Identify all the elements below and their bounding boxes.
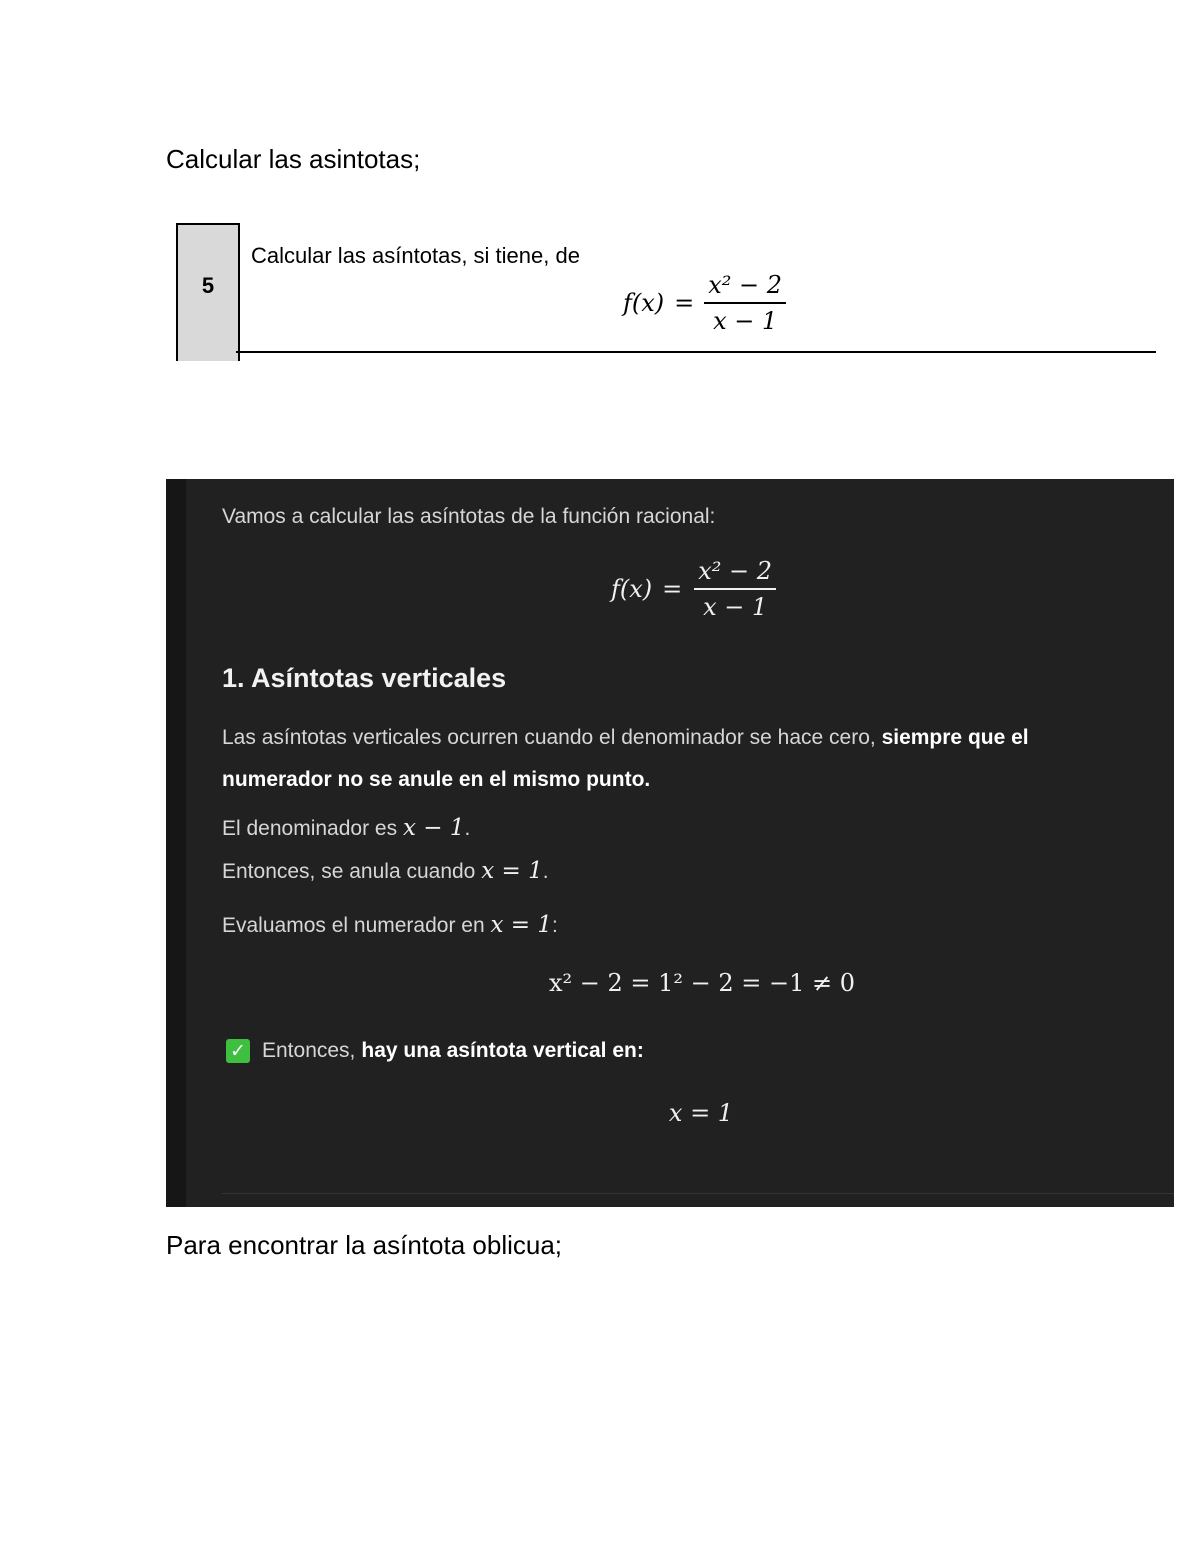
- heading-asintota-oblicua: Para encontrar la asíntota oblicua;: [166, 1230, 563, 1260]
- exercise-number-cell-stub: [176, 351, 240, 361]
- denominator-line: [222, 815, 470, 841]
- heading-calcular-asintotas: Calcular las asintotas;: [166, 144, 421, 174]
- table-bottom-rule: [236, 351, 1156, 353]
- zero-suffix: .: [542, 860, 549, 883]
- panel-left-stripe: [166, 479, 186, 1207]
- formula-lhs: f(x): [623, 289, 665, 317]
- evaluate-math: x = 1: [490, 912, 552, 938]
- zero-prefix: Entonces, se anula cuando: [222, 860, 482, 883]
- evaluate-prefix: Evaluamos el numerador en: [222, 914, 491, 937]
- exercise-prompt: Calcular las asíntotas, si tiene, de: [251, 243, 580, 268]
- zero-line: [222, 858, 549, 884]
- paragraph-plain-text: Las asíntotas verticales ocurren cuando el denominador se hace cero,: [222, 726, 882, 749]
- panel-intro: Vamos a calcular las asíntotas de la función racional:: [222, 505, 716, 528]
- exercise-table: [176, 223, 1156, 361]
- exercise-number-cell: [176, 223, 240, 353]
- conclusion-prefix: Entonces,: [262, 1039, 356, 1062]
- section-paragraph: [222, 717, 1122, 801]
- evaluate-suffix: :: [551, 914, 558, 937]
- vertical-asymptote-equation: x = 1: [668, 1099, 734, 1127]
- panel-formula-numerator: x² − 2: [694, 557, 776, 590]
- panel-formula-fraction: [694, 557, 776, 621]
- panel-formula-denominator: x − 1: [703, 593, 768, 621]
- panel-formula-lhs: f(x): [611, 575, 653, 603]
- exercise-number: 5: [201, 273, 215, 298]
- evaluation-equation: x² − 2 = 1² − 2 = −1 ≠ 0: [548, 969, 856, 997]
- paragraph-bold-text: siempre que el numerador no se anule en el mismo punto.: [222, 726, 1029, 791]
- zero-math: x = 1: [481, 858, 543, 884]
- panel-formula: [611, 557, 776, 621]
- denominator-math: x − 1: [402, 815, 465, 841]
- formula-equals: =: [674, 289, 695, 317]
- conclusion-bold: hay una asíntota vertical en:: [361, 1039, 644, 1062]
- answer-panel: [166, 479, 1174, 1207]
- check-mark-icon: ✓: [226, 1039, 250, 1063]
- conclusion-line: [226, 1039, 644, 1063]
- formula-denominator: x − 1: [713, 307, 778, 335]
- exercise-formula: [623, 271, 786, 335]
- panel-formula-equals: =: [662, 575, 683, 603]
- section-title: 1. Asíntotas verticales: [222, 663, 507, 693]
- denominator-prefix: El denominador es: [222, 817, 403, 840]
- evaluate-line: [222, 912, 558, 938]
- denominator-suffix: .: [464, 817, 471, 840]
- formula-fraction: [704, 271, 786, 335]
- formula-numerator: x² − 2: [704, 271, 786, 304]
- panel-bottom-rule: [222, 1193, 1174, 1194]
